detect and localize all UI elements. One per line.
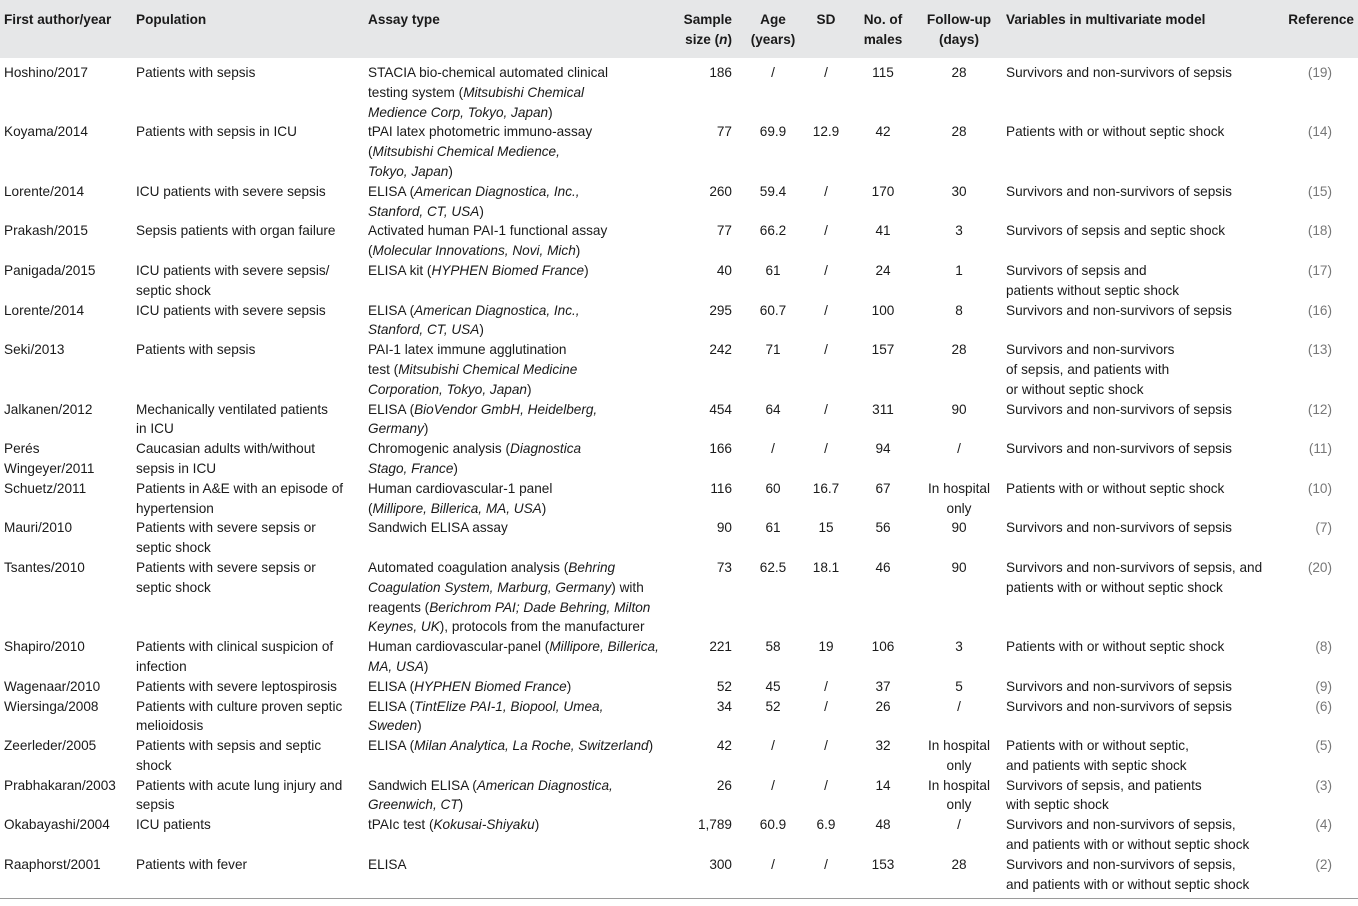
cell-males: 311 — [872, 401, 894, 417]
cell-n: 73 — [716, 559, 732, 575]
cell-author: Jalkanen/2012 — [4, 401, 93, 417]
cell-sd: / — [824, 65, 828, 80]
cell-population: Patients with sepsis — [136, 342, 256, 358]
cell-sd: / — [824, 223, 828, 239]
cell-sd: / — [824, 262, 828, 278]
table-row — [0, 58, 1358, 122]
cell-variables: Patients with or without septic shock — [1006, 480, 1225, 496]
cell-author: Prakash/2015 — [4, 223, 88, 239]
cell-males: 115 — [872, 65, 894, 80]
cell-ref: (19) — [1307, 65, 1332, 80]
cell-sd: 16.7 — [812, 480, 840, 496]
cell-population: Patients with severe sepsis or septic shock — [136, 559, 316, 595]
cell-ref: (3) — [1315, 777, 1332, 793]
cell-author: Lorente/2014 — [4, 302, 85, 318]
table-row — [0, 479, 1358, 519]
cell-sd: / — [824, 183, 828, 199]
cell-variables: Survivors of sepsis and septic shock — [1006, 223, 1226, 239]
cell-variables: Survivors and non-survivors of sepsis — [1006, 65, 1232, 80]
cell-variables: Survivors and non-survivors of sepsis — [1006, 302, 1232, 318]
cell-ref: (2) — [1282, 855, 1358, 899]
cell-assay: ELISA kit (HYPHEN Biomed France) — [368, 262, 589, 278]
cell-assay: tPAI latex photometric immuno-assay (Mitsubishi Chemical Medience, Tokyo, Japan) — [368, 124, 593, 179]
cell-followup: 90 — [951, 559, 967, 575]
cell-age: 69.9 — [759, 124, 787, 140]
cell-males: 24 — [875, 262, 891, 278]
cell-followup: 28 — [916, 855, 1002, 899]
cell-population: Patients in A&E with an episode of hypertension — [136, 480, 344, 516]
header-assay: Assay type — [364, 0, 664, 58]
cell-assay: ELISA (American Diagnostica, Inc., Stanford, CT, USA) — [368, 302, 580, 338]
cell-age: 71 — [765, 342, 781, 358]
cell-followup: 28 — [951, 342, 967, 358]
cell-n: 166 — [709, 441, 732, 457]
cell-followup: In hospital only — [928, 480, 990, 516]
cell-assay: tPAIc test (Kokusai-Shiyaku) — [368, 817, 540, 833]
cell-ref: (6) — [1315, 698, 1332, 714]
cell-followup: / — [957, 441, 961, 457]
cell-author: Prabhakaran/2003 — [4, 777, 116, 793]
cell-assay: Human cardiovascular-1 panel (Millipore, Billerica, MA, USA) — [368, 480, 553, 516]
cell-males: 106 — [871, 639, 895, 655]
table-row — [0, 855, 1358, 899]
cell-age: / — [771, 65, 775, 80]
cell-assay: Sandwich ELISA (American Diagnostica, Greenwich, CT) — [368, 777, 613, 813]
cell-author: Raaphorst/2001 — [0, 855, 132, 899]
cell-followup: 28 — [951, 65, 967, 80]
cell-sd: 18.1 — [812, 559, 840, 575]
cell-followup: 90 — [951, 520, 967, 536]
cell-variables: Survivors and non-survivors of sepsis, and patients with or without septic shock — [1006, 817, 1250, 853]
cell-author: Wagenaar/2010 — [4, 678, 101, 694]
table-row — [0, 340, 1358, 399]
header-followup: Follow-up (days) — [916, 0, 1002, 58]
cell-age: 52 — [765, 698, 781, 714]
cell-assay: Sandwich ELISA assay — [368, 520, 508, 536]
cell-age: / — [771, 738, 775, 754]
cell-followup: 30 — [951, 183, 967, 199]
cell-sd: / — [824, 777, 828, 793]
cell-population: Patients with severe leptospirosis — [136, 678, 337, 694]
cell-followup: 1 — [955, 262, 963, 278]
cell-assay: ELISA (American Diagnostica, Inc., Stanford, CT, USA) — [368, 183, 580, 219]
cell-author: Koyama/2014 — [4, 124, 88, 140]
cell-author: Schuetz/2011 — [4, 480, 87, 496]
cell-assay: PAI-1 latex immune agglutination test (Mitsubishi Chemical Medicine Corporation, Tokyo, Japan) — [368, 342, 578, 397]
cell-males: 157 — [871, 342, 895, 358]
table-row — [0, 122, 1358, 181]
cell-males: 48 — [875, 817, 891, 833]
cell-variables: Survivors of sepsis, and patients with septic shock — [1006, 777, 1202, 813]
cell-assay: Activated human PAI-1 functional assay (Molecular Innovations, Novi, Mich) — [368, 223, 608, 259]
cell-ref: (11) — [1308, 441, 1332, 457]
cell-age: 61 — [765, 520, 781, 536]
cell-age: 66.2 — [759, 223, 787, 239]
cell-age: 45 — [765, 678, 781, 694]
cell-males: 153 — [850, 855, 916, 899]
cell-ref: (13) — [1307, 342, 1332, 358]
cell-sd: / — [824, 342, 828, 358]
cell-population: ICU patients — [136, 817, 211, 833]
cell-population: Caucasian adults with/without sepsis in ICU — [136, 441, 316, 476]
cell-followup: / — [957, 817, 961, 833]
header-variables: Variables in multivariate model — [1002, 0, 1282, 58]
cell-variables: Survivors and non-survivors of sepsis — [1006, 401, 1232, 417]
cell-ref: (4) — [1315, 817, 1332, 833]
cell-variables: Patients with or without septic shock — [1006, 124, 1225, 140]
header-author: First author/year — [0, 0, 132, 58]
cell-assay: Chromogenic analysis (Diagnostica Stago, France) — [368, 441, 582, 476]
cell-assay: ELISA (HYPHEN Biomed France) — [368, 678, 572, 694]
cell-author: Shapiro/2010 — [4, 639, 85, 655]
cell-variables: Survivors and non-survivors of sepsis — [1006, 441, 1232, 457]
cell-n: 40 — [716, 262, 732, 278]
cell-ref: (8) — [1315, 639, 1332, 655]
cell-n: 1,789 — [697, 817, 732, 833]
cell-sd: / — [824, 738, 828, 754]
cell-n: 300 — [664, 855, 744, 899]
cell-followup: In hospital only — [928, 777, 990, 813]
cell-ref: (15) — [1307, 183, 1332, 199]
table-row — [0, 518, 1358, 558]
cell-variables: Patients with or without septic shock — [1006, 639, 1225, 655]
table-row — [0, 400, 1358, 440]
cell-n: 116 — [710, 480, 732, 496]
cell-age: / — [771, 441, 775, 457]
cell-sd: 19 — [818, 639, 834, 655]
header-row — [0, 0, 1358, 58]
cell-age: 60 — [765, 480, 781, 496]
table-row — [0, 301, 1358, 341]
cell-age: 62.5 — [759, 559, 787, 575]
cell-males: 170 — [871, 183, 895, 199]
cell-ref: (18) — [1307, 223, 1332, 239]
cell-variables: Patients with or without septic, and patients with septic shock — [1006, 738, 1189, 773]
cell-sd: / — [802, 855, 850, 899]
cell-population: Patients with severe sepsis or septic shock — [136, 520, 316, 556]
cell-n: 260 — [709, 183, 732, 199]
cell-n: 295 — [709, 302, 732, 318]
cell-assay: ELISA — [364, 855, 664, 899]
cell-ref: (16) — [1307, 302, 1332, 318]
cell-population: Sepsis patients with organ failure — [136, 223, 336, 239]
cell-n: 221 — [709, 639, 732, 655]
cell-followup: 90 — [951, 401, 967, 417]
cell-author: Seki/2013 — [4, 342, 65, 358]
cell-males: 37 — [875, 678, 891, 694]
cell-n: 186 — [709, 65, 732, 80]
cell-population: Patients with culture proven septic melioidosis — [136, 698, 343, 734]
cell-author: Perés Wingeyer/2011 — [4, 441, 95, 476]
cell-followup: 8 — [955, 302, 963, 318]
cell-ref: (10) — [1307, 480, 1332, 496]
cell-author: Zeerleder/2005 — [4, 738, 97, 754]
cell-followup: 5 — [955, 678, 963, 694]
cell-n: 454 — [709, 401, 732, 417]
cell-ref: (20) — [1307, 559, 1332, 575]
cell-population: Patients with acute lung injury and sepsis — [136, 777, 343, 813]
cell-variables: Survivors and non-survivors of sepsis, and patients with or without septic shock — [1006, 559, 1263, 595]
cell-assay: Human cardiovascular-panel (Millipore, Billerica, MA, USA) — [368, 639, 659, 674]
cell-variables: Survivors of sepsis and patients without septic shock — [1006, 262, 1180, 298]
cell-n: 34 — [716, 698, 732, 714]
table-row — [0, 776, 1358, 816]
cell-age: / — [744, 855, 802, 899]
cell-author: Wiersinga/2008 — [4, 698, 99, 714]
table-row — [0, 697, 1358, 737]
cell-ref: (5) — [1315, 738, 1332, 754]
cell-population: Patients with sepsis in ICU — [136, 124, 297, 140]
cell-age: / — [771, 777, 775, 793]
cell-ref: (7) — [1315, 520, 1332, 536]
cell-assay: Automated coagulation analysis (Behring Coagulation System, Marburg, Germany) with reagents (Berichrom PAI; Dade Behring, Milton Keynes, UK), protocols from the manufacturer — [368, 559, 651, 635]
header-reference: Reference — [1282, 0, 1358, 58]
cell-followup: 3 — [955, 223, 963, 239]
cell-assay: ELISA (TintElize PAI-1, Biopool, Umea, Sweden) — [368, 698, 604, 734]
cell-variables: Survivors and non-survivors of sepsis — [1006, 698, 1232, 714]
cell-population: ICU patients with severe sepsis — [136, 183, 326, 199]
cell-n: 26 — [716, 777, 732, 793]
cell-followup: 28 — [951, 124, 967, 140]
cell-population: Patients with clinical suspicion of infection — [136, 639, 334, 674]
cell-males: 32 — [875, 738, 891, 754]
table-row — [0, 182, 1358, 222]
cell-n: 77 — [716, 124, 732, 140]
header-males: No. of males — [850, 0, 916, 58]
cell-sd: / — [824, 441, 828, 457]
cell-ref: (12) — [1307, 401, 1332, 417]
cell-n: 90 — [716, 520, 732, 536]
table-row — [0, 736, 1358, 776]
table-row — [0, 815, 1358, 855]
cell-n: 77 — [716, 223, 732, 239]
cell-followup: 3 — [955, 639, 963, 655]
cell-age: 64 — [765, 401, 781, 417]
cell-population: Mechanically ventilated patients in ICU — [136, 401, 328, 437]
cell-population: Patients with sepsis — [136, 65, 256, 80]
cell-sd: 15 — [818, 520, 834, 536]
cell-population: ICU patients with severe sepsis — [136, 302, 326, 318]
cell-sd: / — [824, 678, 828, 694]
cell-males: 41 — [875, 223, 891, 239]
cell-population: Patients with sepsis and septic shock — [136, 738, 322, 773]
table-row — [0, 261, 1358, 301]
cell-assay: ELISA (BioVendor GmbH, Heidelberg, Germany) — [368, 401, 598, 437]
header-population: Population — [132, 0, 364, 58]
cell-males: 67 — [875, 480, 891, 496]
cell-n: 42 — [716, 738, 732, 754]
cell-n: 52 — [716, 678, 732, 694]
cell-age: 60.7 — [759, 302, 787, 318]
cell-males: 56 — [875, 520, 891, 536]
cell-variables: Survivors and non-survivors of sepsis, and patients with or without septic shock — [1006, 342, 1175, 397]
cell-variables: Survivors and non-survivors of sepsis — [1006, 678, 1232, 694]
cell-followup: In hospital only — [928, 738, 990, 773]
cell-author: Hoshino/2017 — [4, 65, 88, 80]
cell-sd: / — [824, 401, 828, 417]
table-row — [0, 439, 1358, 479]
table-row — [0, 677, 1358, 697]
header-sample-size: Sample size (n) — [664, 0, 744, 58]
cell-author: Tsantes/2010 — [4, 559, 85, 575]
cell-sd: 6.9 — [816, 817, 836, 833]
cell-ref: (14) — [1307, 124, 1332, 140]
cell-population: ICU patients with severe sepsis/ septic shock — [136, 262, 330, 298]
cell-author: Lorente/2014 — [4, 183, 85, 199]
cell-variables: Survivors and non-survivors of sepsis — [1006, 520, 1232, 536]
cell-males: 42 — [875, 124, 891, 140]
cell-author: Panigada/2015 — [4, 262, 96, 278]
table-row — [0, 558, 1358, 637]
cell-author: Okabayashi/2004 — [4, 817, 110, 833]
cell-age: 59.4 — [759, 183, 787, 199]
cell-age: 60.9 — [759, 817, 787, 833]
cell-n: 242 — [709, 342, 732, 358]
cell-population: Patients with fever — [132, 855, 364, 899]
cell-sd: / — [824, 302, 828, 318]
cell-males: 100 — [871, 302, 895, 318]
cell-males: 14 — [875, 777, 891, 793]
cell-sd: 12.9 — [812, 124, 840, 140]
cell-males: 94 — [875, 441, 891, 457]
cell-age: 61 — [765, 262, 781, 278]
cell-assay: STACIA bio-chemical automated clinical testing system (Mitsubishi Chemical Medience Corp, Tokyo, Japan) — [368, 65, 609, 120]
cell-author: Mauri/2010 — [4, 520, 73, 536]
header-age: Age (years) — [744, 0, 802, 58]
cell-assay: ELISA (Milan Analytica, La Roche, Switzerland) — [368, 738, 654, 754]
cell-followup: / — [957, 698, 961, 714]
cell-ref: (9) — [1315, 678, 1332, 694]
cell-males: 26 — [875, 698, 891, 714]
cell-sd: / — [824, 698, 828, 714]
cell-ref: (17) — [1307, 262, 1332, 278]
cell-variables: Survivors and non-survivors of sepsis — [1006, 183, 1232, 199]
cell-variables: Survivors and non-survivors of sepsis, and patients with or without septic shock — [1002, 855, 1282, 899]
header-sd: SD — [802, 0, 850, 58]
table-row — [0, 637, 1358, 677]
cell-males: 46 — [875, 559, 891, 575]
cell-age: 58 — [765, 639, 781, 655]
table-row — [0, 221, 1358, 261]
